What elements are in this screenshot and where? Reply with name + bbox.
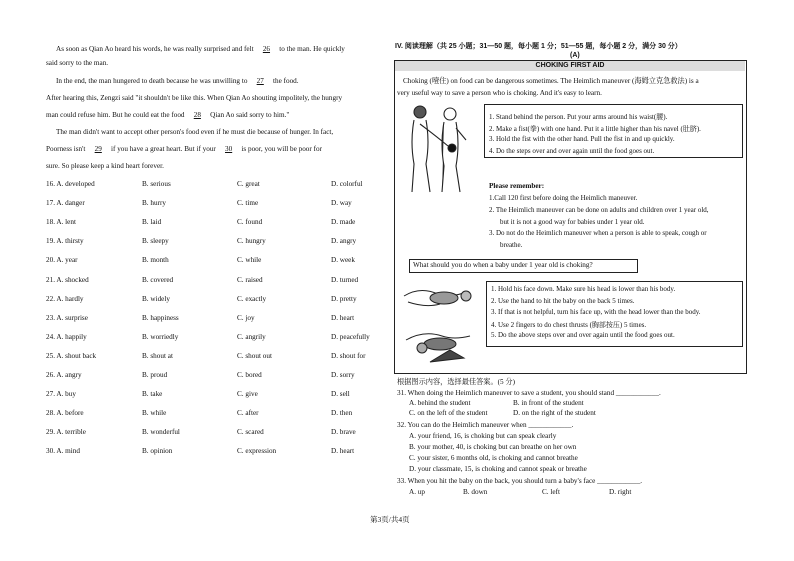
option-d: D. sorry bbox=[331, 371, 355, 379]
option-d: D. made bbox=[331, 218, 356, 227]
option-c: C. hungry bbox=[237, 237, 266, 246]
option-a: 30. A. mind bbox=[46, 447, 80, 456]
baby-question: What should you do when a baby under 1 year old is choking? bbox=[413, 261, 593, 269]
q32-option-b: B. your mother, 40, is choking but can breathe on her own bbox=[409, 443, 577, 451]
q33-option-b: B. down bbox=[463, 488, 488, 496]
blank-27: 27 bbox=[256, 77, 264, 85]
option-d: D. then bbox=[331, 409, 353, 418]
option-row bbox=[46, 371, 386, 381]
option-row bbox=[46, 237, 386, 247]
option-a: 19. A. thirsty bbox=[46, 237, 84, 246]
option-b: B. happiness bbox=[142, 313, 179, 322]
option-d: D. week bbox=[331, 256, 355, 265]
option-a: 22. A. hardly bbox=[46, 294, 84, 303]
option-a: 24. A. happily bbox=[46, 332, 87, 341]
q31-option-c: C. on the left of the student bbox=[409, 409, 488, 417]
passage-line-5: man could refuse him. But he could eat the food 28 Qian Ao said sorry to him." bbox=[46, 111, 290, 119]
baby-step: 1. Hold his face down. Make sure his head is lower than his body. bbox=[491, 285, 676, 293]
option-c: C. give bbox=[237, 390, 258, 399]
adult-step: 3. Hold the fist with the other hand. Pull the fist in and up quickly. bbox=[489, 135, 675, 143]
option-d: D. heart bbox=[331, 447, 355, 456]
option-d: D. angry bbox=[331, 237, 357, 246]
option-c: C. after bbox=[237, 409, 259, 418]
option-a: 29. A. terrible bbox=[46, 428, 86, 437]
option-b: B. covered bbox=[142, 275, 174, 284]
blank-30: 30 bbox=[225, 145, 233, 153]
option-d: D. way bbox=[331, 199, 352, 208]
option-a: 27. A. buy bbox=[46, 390, 76, 399]
remember-title: Please remember: bbox=[489, 182, 545, 190]
q33-option-a: A. up bbox=[409, 488, 425, 496]
remember-item: but it is not a good way for babies under 1 year old. bbox=[500, 217, 645, 226]
option-d: D. brave bbox=[331, 428, 356, 437]
option-b: B. serious bbox=[142, 180, 171, 188]
option-b: B. hurry bbox=[142, 199, 166, 208]
option-c: C. great bbox=[237, 180, 260, 188]
option-row bbox=[46, 295, 386, 305]
option-row bbox=[46, 352, 386, 362]
option-b: B. shout at bbox=[142, 351, 173, 360]
option-c: C. expression bbox=[237, 447, 277, 456]
passage-line-7: Poorness isn't 29 if you have a great heart. But if your 30 is poor, you will be poor for bbox=[46, 145, 322, 153]
option-b: B. laid bbox=[142, 218, 162, 227]
option-c: C. shout out bbox=[237, 351, 272, 360]
option-a: 26. A. angry bbox=[46, 371, 82, 379]
option-c: C. while bbox=[237, 256, 262, 265]
q31-option-b: B. in front of the student bbox=[513, 399, 584, 407]
option-d: D. peacefully bbox=[331, 332, 370, 341]
passage-line-4: After hearing this, Zengzi said "it shouldn't be like this. When Qian Ao shouting impolitely, the hungry bbox=[46, 94, 343, 102]
blank-26: 26 bbox=[262, 45, 271, 53]
option-b: B. take bbox=[142, 390, 163, 399]
option-c: C. joy bbox=[237, 313, 255, 322]
option-d: D. turned bbox=[331, 275, 359, 284]
baby-step: 3. If that is not helpful, turn his face up, with the head lower than the body. bbox=[491, 308, 701, 316]
option-row bbox=[46, 314, 386, 324]
q32-option-d: D. your classmate, 15, is choking and cannot speak or breathe bbox=[409, 465, 587, 473]
section-part: (A) bbox=[570, 52, 580, 59]
option-row bbox=[46, 180, 386, 190]
q31-option-d: D. on the right of the student bbox=[513, 409, 596, 417]
option-a: 20. A. year bbox=[46, 256, 78, 265]
option-b: B. widely bbox=[142, 294, 170, 303]
option-row bbox=[46, 218, 386, 228]
q31-option-a: A. behind the student bbox=[409, 399, 471, 407]
adult-step: 2. Make a fist(拳) with one hand. Put it a little higher than his navel (肚脐). bbox=[489, 124, 701, 133]
option-b: B. worriedly bbox=[142, 332, 179, 341]
option-row bbox=[46, 199, 386, 209]
option-row bbox=[46, 447, 386, 457]
adult-step: 1. Stand behind the person. Put your arms around his waist(腰). bbox=[489, 113, 668, 121]
remember-item: 3. Do not do the Heimlich maneuver when a person is able to speak, cough or bbox=[489, 229, 707, 238]
option-a: 21. A. shocked bbox=[46, 275, 89, 284]
option-b: B. proud bbox=[142, 371, 168, 379]
article-title: CHOKING FIRST AID bbox=[395, 61, 745, 71]
intro-line-2: very useful way to save a person who is choking. And it's easy to learn. bbox=[397, 89, 602, 97]
section-header: IV. 阅读理解（共 25 小题；31—50 题，每小题 1 分；51—55 题，每小题 2 分，满分 30 分） bbox=[395, 43, 682, 50]
option-b: B. wonderful bbox=[142, 428, 180, 437]
q33-option-c: C. left bbox=[542, 488, 560, 496]
baby-step: 4. Use 2 fingers to do chest thrusts (胸部按压) 5 times. bbox=[491, 320, 647, 329]
option-a: 18. A. lent bbox=[46, 218, 76, 227]
option-c: C. raised bbox=[237, 275, 263, 284]
question-33: 33. When you hit the baby on the back, you should turn a baby's face ____________. bbox=[397, 477, 643, 485]
option-d: D. sell bbox=[331, 390, 350, 399]
baby-step: 5. Do the above steps over and over again until the food goes out. bbox=[491, 331, 675, 339]
option-c: C. exactly bbox=[237, 294, 267, 303]
option-b: B. month bbox=[142, 256, 169, 265]
option-b: B. while bbox=[142, 409, 167, 418]
option-c: C. angrily bbox=[237, 332, 266, 341]
q33-option-d: D. right bbox=[609, 488, 632, 496]
passage-line-3: In the end, the man hungered to death because he was unwilling to 27 the food. bbox=[56, 77, 299, 85]
passage-line-8: sure. So please keep a kind heart forever. bbox=[46, 162, 164, 170]
q32-option-a: A. your friend, 16, is choking but can speak clearly bbox=[409, 432, 557, 440]
baby-step: 2. Use the hand to hit the baby on the back 5 times. bbox=[491, 296, 635, 305]
option-c: C. time bbox=[237, 199, 259, 208]
baby-choking-illustration bbox=[400, 278, 480, 364]
blank-29: 29 bbox=[94, 145, 102, 153]
remember-item: breathe. bbox=[500, 241, 523, 250]
option-row bbox=[46, 428, 386, 438]
option-row bbox=[46, 276, 386, 286]
option-d: D. colorful bbox=[331, 180, 363, 188]
passage-line-1: As soon as Qian Ao heard his words, he was really surprised and felt 26 to the man. He quickly bbox=[56, 45, 345, 53]
option-row bbox=[46, 409, 386, 419]
option-c: C. found bbox=[237, 218, 263, 227]
question-31: 31. When doing the Heimlich maneuver to save a student, you should stand ____________. bbox=[397, 389, 661, 397]
option-b: B. opinion bbox=[142, 447, 173, 456]
intro-line-1: Choking (噎住) on food can be dangerous sometimes. The Heimlich maneuver (海姆立克急救法) is a bbox=[403, 77, 699, 85]
option-d: D. shout for bbox=[331, 351, 366, 360]
remember-item: 1.Call 120 first before doing the Heimlich maneuver. bbox=[489, 194, 638, 202]
heimlich-adult-illustration bbox=[400, 102, 480, 194]
option-c: C. scared bbox=[237, 428, 264, 437]
option-row bbox=[46, 333, 386, 343]
option-b: B. sleepy bbox=[142, 237, 169, 246]
option-a: 16. A. developed bbox=[46, 180, 95, 188]
question-32: 32. You can do the Heimlich maneuver when ____________. bbox=[397, 421, 574, 429]
passage-line-2: said sorry to the man. bbox=[46, 59, 109, 67]
q32-option-c: C. your sister, 6 months old, is choking and cannot breathe bbox=[409, 454, 578, 462]
adult-step: 4. Do the steps over and over again until the food goes out. bbox=[489, 146, 655, 155]
option-d: D. heart bbox=[331, 313, 355, 322]
questions-instruction: 根据图示内容，选择最佳答案。(5 分) bbox=[397, 378, 515, 386]
option-a: 28. A. before bbox=[46, 409, 84, 418]
page-footer: 第3页/共4页 bbox=[370, 515, 410, 524]
passage-line-6: The man didn't want to accept other person's food even if he must die because of hunger. In fact, bbox=[56, 128, 334, 136]
option-c: C. bored bbox=[237, 371, 262, 379]
option-d: D. pretty bbox=[331, 294, 357, 303]
option-a: 23. A. surprise bbox=[46, 313, 88, 322]
option-a: 17. A. danger bbox=[46, 199, 85, 208]
option-row bbox=[46, 256, 386, 266]
blank-28: 28 bbox=[193, 111, 201, 119]
remember-item: 2. The Heimlich maneuver can be done on adults and children over 1 year old, bbox=[489, 205, 709, 214]
option-row bbox=[46, 390, 386, 400]
option-a: 25. A. shout back bbox=[46, 351, 97, 360]
